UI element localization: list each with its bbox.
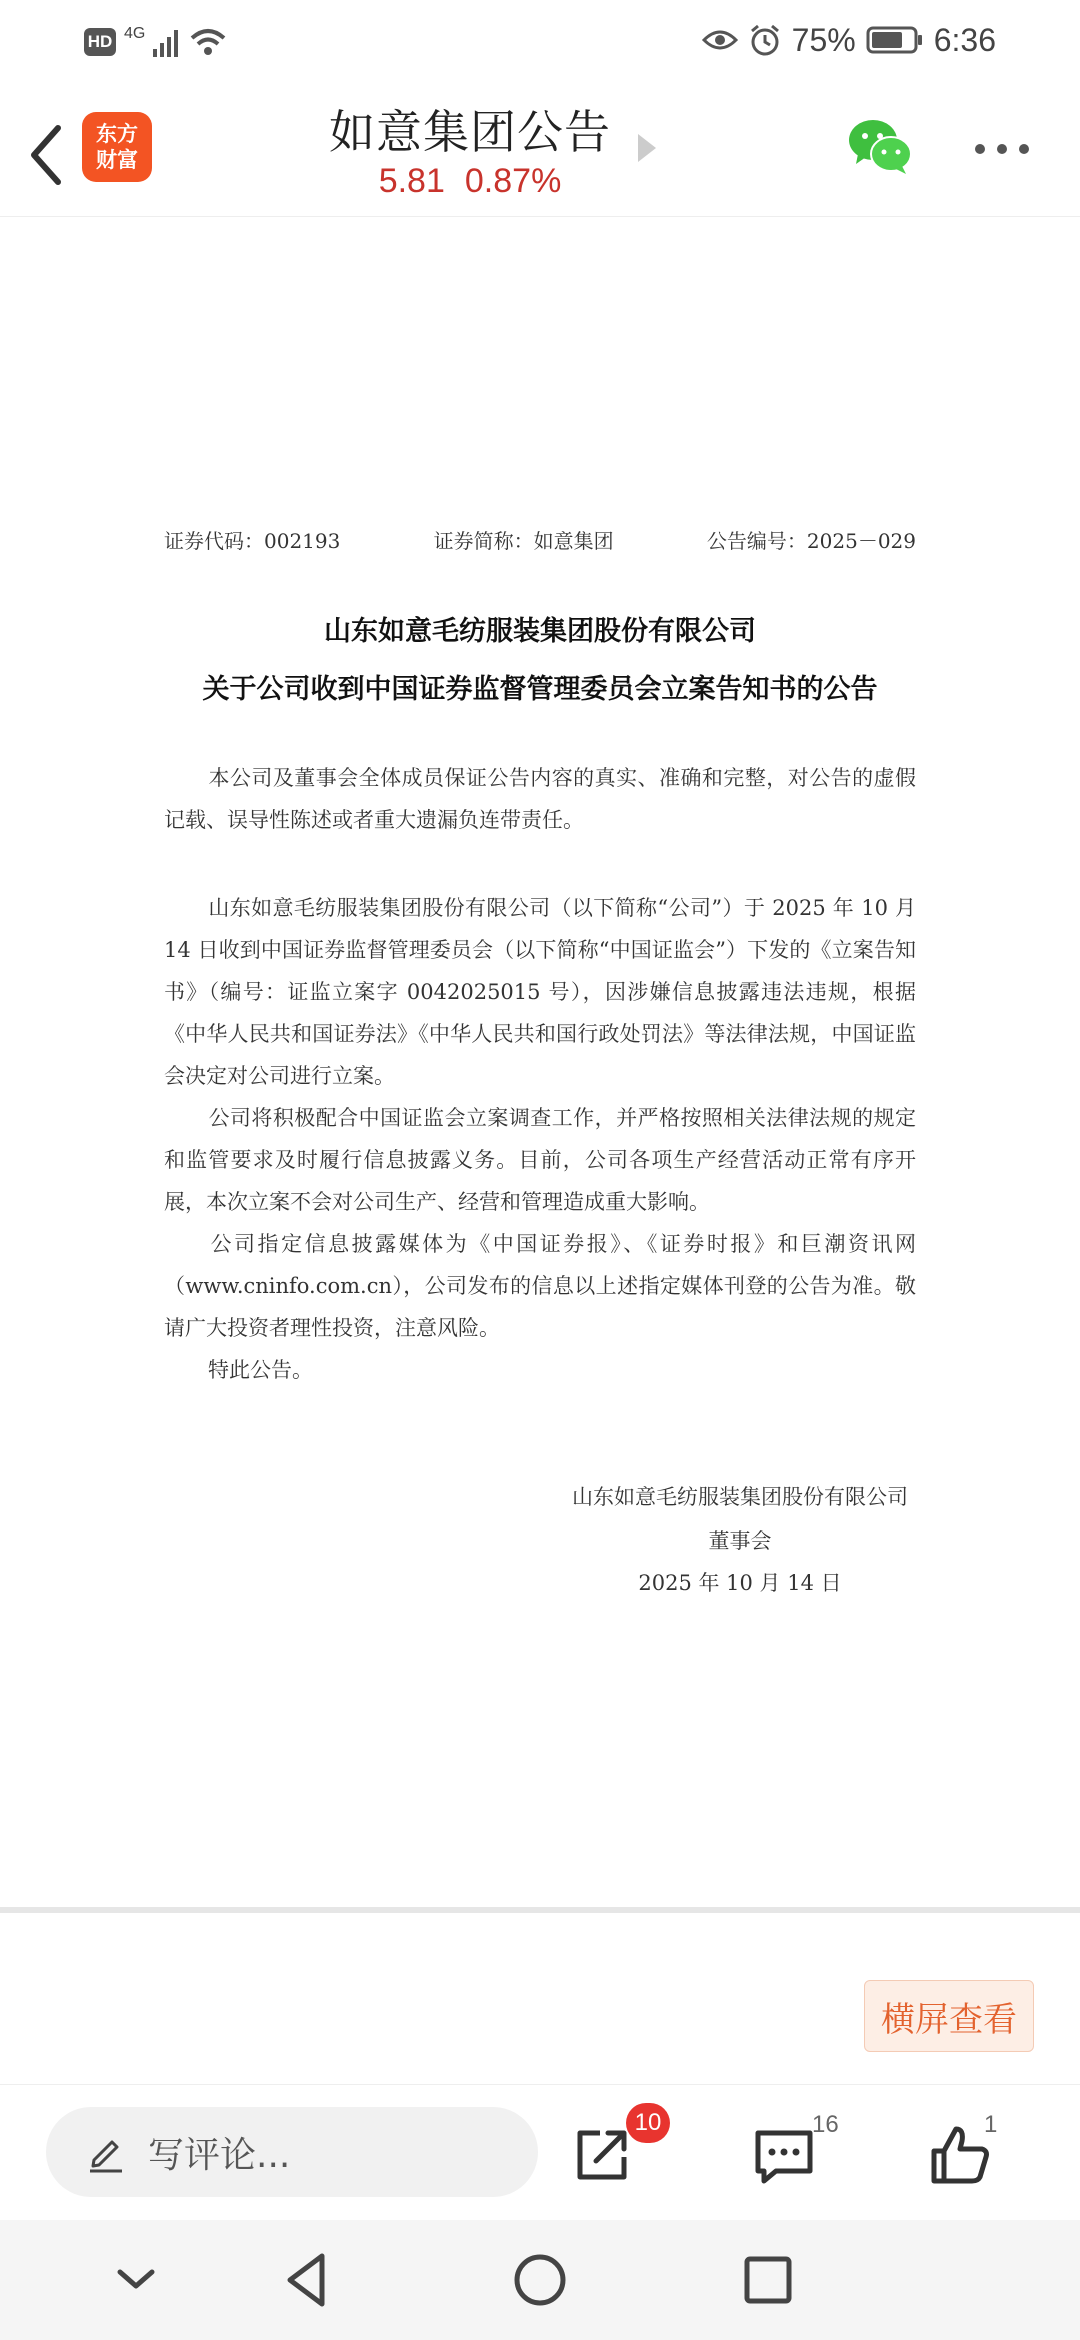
closing-text: 特此公告。 [208,1358,313,1382]
body-paragraph-3 [164,1223,916,1349]
para1-text: 山东如意毛纺服装集团股份有限公司（以下简称“公司”）于 2025 年 10 月 14 日收到中国证券监督管理委员会（以下简称“中国证监会”）下发的《立案告知书》（编号：证监立案字 0042025015 号），因涉嫌信息披露违法违规，根据《中华人民共和国证券法》《中华人民共和国行政处罚法》等法律法规，中国证监会决定对公司进行立案。 [164,896,916,1088]
alarm-icon [748,23,782,57]
like-count: 1 [984,2111,998,2138]
para2-text: 公司将积极配合中国证监会立案调查工作，并严格按照相关法律法规的规定和监管要求及时履行信息披露义务。目前，公司各项生产经营活动正常有序开展，本次立案不会对公司生产、经营和管理造成重大影响。 [164,1106,916,1214]
status-right [702,18,996,62]
stock-quote[interactable] [300,162,640,201]
pen-icon [84,2130,128,2174]
nav-home-icon[interactable] [508,2248,572,2312]
document-title-line1: 山东如意毛纺服装集团股份有限公司 [324,616,756,647]
landscape-view-button[interactable]: 横屏查看 [864,1980,1034,2052]
logo-line1: 东方 [96,122,138,146]
document-title-line2: 关于公司收到中国证券监督管理委员会立案告知书的公告 [202,674,878,705]
signer-board: 董事会 [708,1529,772,1553]
app-header [0,80,1080,217]
comment-input[interactable] [46,2107,538,2197]
more-icon[interactable] [972,134,1032,164]
announcement-number: 公告编号：2025－029 [706,529,916,553]
status-left [84,22,227,62]
para3-text: 公司指定信息披露媒体为《中国证券报》、《证券时报》和巨潮资讯网（www.cninfo.com.cn），公司发布的信息以上述指定媒体刊登的公告为准。敬请广大投资者理性投资，注意风险。 [164,1232,916,1340]
statement-paragraph [164,757,916,841]
signal-icon [153,27,181,57]
page-title: 如意集团公告 [329,105,611,159]
share-badge: 10 [626,2103,670,2143]
battery-percent: 75% [791,21,856,58]
comment-placeholder: 写评论... [148,2134,291,2176]
content-divider [0,1907,1080,1913]
hd-indicator: HD [84,28,116,56]
statement-text: 本公司及董事会全体成员保证公告内容的真实、准确和完整，对公告的虚假记载、误导性陈述或者重大遗漏负连带责任。 [164,766,916,832]
security-code: 证券代码：002193 [164,529,341,553]
logo-line2: 财富 [96,148,138,172]
document-meta-row [164,525,916,555]
announcement-document [0,217,1080,1907]
nav-back-icon[interactable] [276,2248,340,2312]
app-logo [82,112,152,182]
clock: 6:36 [933,21,996,58]
wifi-icon [189,27,227,57]
closing-paragraph [164,1349,916,1391]
eye-icon [702,26,738,54]
back-icon[interactable] [20,118,80,192]
network-type: 4G [124,25,146,42]
signer-company: 山东如意毛纺服装集团股份有限公司 [572,1485,908,1509]
bottom-action-bar [0,2084,1080,2221]
stock-price: 5.81 [378,162,445,200]
system-nav-bar [0,2220,1080,2340]
battery-icon [866,25,924,55]
body-paragraph-1 [164,887,916,1097]
wechat-icon[interactable] [846,116,914,178]
comment-count: 16 [812,2111,839,2138]
like-icon[interactable] [928,2123,992,2187]
body-paragraph-2 [164,1097,916,1223]
security-name: 证券简称：如意集团 [433,529,614,553]
comment-icon[interactable] [752,2127,816,2187]
nav-down-icon[interactable] [104,2248,168,2312]
status-bar [0,0,1080,80]
quote-arrow-icon[interactable] [638,134,656,162]
stock-change: 0.87% [464,162,562,200]
signer-date: 2025 年 10 月 14 日 [638,1571,842,1595]
share-icon[interactable] [572,2125,632,2185]
nav-recent-icon[interactable] [736,2248,800,2312]
